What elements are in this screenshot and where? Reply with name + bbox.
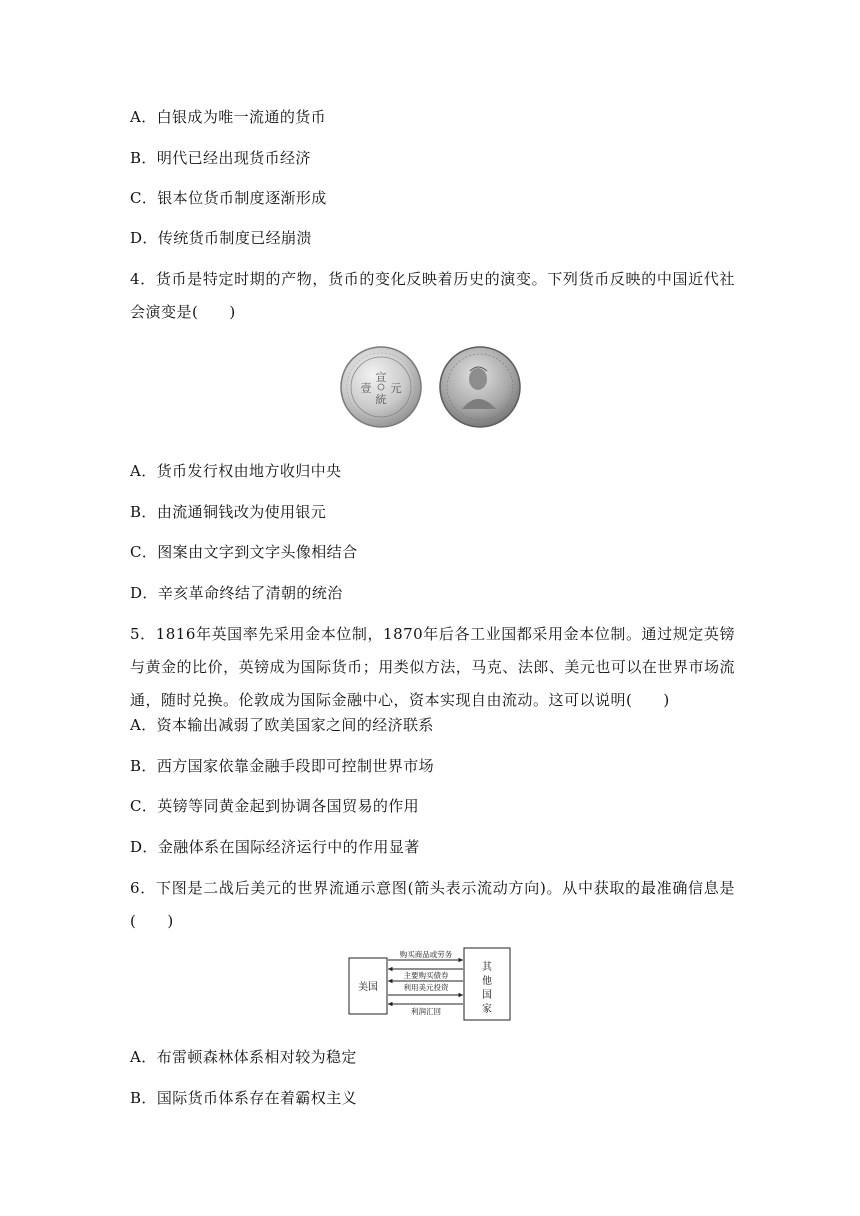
- q6-option-b: B．国际货币体系存在着霸权主义: [130, 1089, 358, 1107]
- coin-char-left: 壹: [360, 382, 372, 395]
- commemorative-portrait-coin: [440, 347, 520, 427]
- dollar-flow-diagram: [346, 946, 514, 1024]
- svg-text:他: 他: [482, 976, 492, 987]
- svg-text:国: 国: [482, 990, 492, 1001]
- q3-option-a: A．白银成为唯一流通的货币: [130, 108, 327, 126]
- q6-option-a: A．布雷顿森林体系相对较为稳定: [130, 1048, 357, 1066]
- usa-label: 美国: [358, 982, 378, 993]
- q4-stem: 4．货币是特定时期的产物，货币的变化反映着历史的演变。下列货币反映的中国近代社会演变是( ): [130, 270, 735, 321]
- q3-option-b: B．明代已经出现货币经济: [130, 149, 311, 167]
- coin-images: [340, 345, 522, 429]
- q5-option-c: C．英镑等同黄金起到协调各国贸易的作用: [130, 797, 420, 815]
- q4-option-a: A．货币发行权由地方收归中央: [130, 462, 342, 480]
- flow-label-2: 主要购买债券: [403, 971, 449, 980]
- xuantong-silver-coin: [341, 347, 421, 427]
- q5-stem: 5．1816年英国率先采用金本位制，1870年后各工业国都采用金本位制。通过规定英镑与黄金的比价，英镑成为国际货币；用类似方法，马克、法郎、美元也可以在世界市场流通，随时兑换。伦敦成为国际金融中心，资本实现自由流动。这可以说明( ): [130, 625, 735, 709]
- q4-option-b: B．由流通铜钱改为使用银元: [130, 503, 327, 521]
- flow-label-1: 购买商品或劳务: [399, 950, 453, 959]
- other-countries-label: 其他国家: [346, 946, 350, 947]
- svg-text:家: 家: [482, 1004, 492, 1015]
- flow-label-3: 利用美元投资: [403, 983, 449, 992]
- q3-option-d: D．传统货币制度已经崩溃: [130, 229, 312, 247]
- flow-label-4: 利润汇回: [411, 1007, 441, 1016]
- q6-stem: 6．下图是二战后美元的世界流通示意图(箭头表示流动方向)。从中获取的最准确信息是( ): [130, 879, 735, 930]
- coin-char-top: 宣: [375, 371, 387, 384]
- q4-option-c: C．图案由文字到文字头像相结合: [130, 543, 358, 561]
- q5-option-b: B．西方国家依靠金融手段即可控制世界市场: [130, 757, 435, 775]
- q5-option-d: D．金融体系在国际经济运行中的作用显著: [130, 838, 420, 856]
- q4-option-d: D．辛亥革命终结了清朝的统治: [130, 584, 343, 602]
- svg-text:其: 其: [482, 962, 492, 973]
- coin-char-right: 元: [390, 382, 402, 395]
- q5-option-a: A．资本输出减弱了欧美国家之间的经济联系: [130, 716, 434, 734]
- coin-char-bottom: 統: [375, 393, 387, 406]
- q3-option-c: C．银本位货币制度逐渐形成: [130, 189, 327, 207]
